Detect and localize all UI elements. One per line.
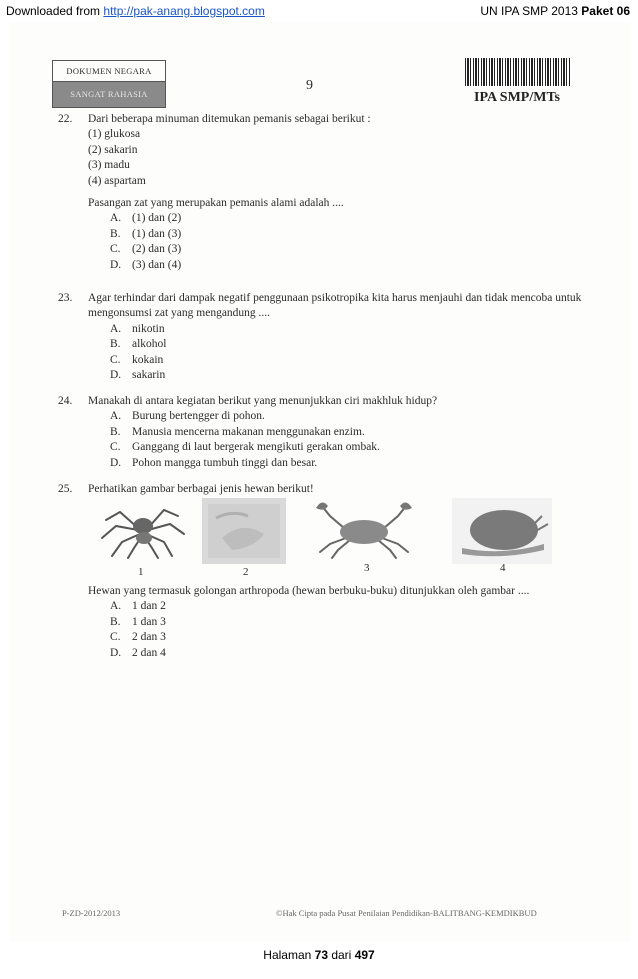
option-b — [110, 425, 588, 440]
exam-title — [480, 4, 630, 18]
option-letter: C. — [110, 243, 121, 256]
option-a — [110, 211, 588, 226]
option-c — [110, 630, 580, 645]
total-pages: 497 — [354, 948, 375, 962]
option-d — [110, 368, 588, 383]
option-text: (3) dan (4) — [132, 258, 182, 271]
option-text: (2) dan (3) — [132, 243, 182, 256]
item-list — [88, 127, 588, 189]
option-text: (1) dan (3) — [132, 227, 182, 240]
figure-label-1: 1 — [138, 566, 144, 578]
option-b — [110, 615, 580, 630]
answer-options — [110, 211, 588, 273]
page-counter-prefix: Halaman — [263, 948, 315, 962]
copyright-notice: ©Hak Cipta pada Pusat Penilaian Pendidikan-BALITBANG-KEMDIKBUD — [276, 908, 537, 918]
option-letter: B. — [110, 425, 121, 438]
option-text: sakarin — [132, 369, 166, 382]
question-prompt: Pasangan zat yang merupakan pemanis alami adalah .... — [88, 197, 344, 210]
question-number: 25. — [58, 483, 73, 495]
option-letter: B. — [110, 615, 121, 628]
figure-label-4: 4 — [500, 562, 506, 574]
question-number: 22. — [58, 113, 73, 125]
option-b — [110, 227, 588, 242]
crab-icon — [312, 498, 416, 560]
spider-icon — [98, 498, 188, 560]
figure-label-3: 3 — [364, 562, 370, 574]
download-source — [6, 4, 265, 18]
question-stem: Perhatikan gambar berbagai jenis hewan berikut! — [88, 483, 314, 495]
option-text: Ganggang di laut bergerak mengikuti gerakan ombak. — [132, 441, 380, 454]
option-letter: A. — [110, 410, 122, 423]
question-stem: Manakah di antara kegiatan berikut yang menunjukkan ciri makhluk hidup? — [88, 395, 438, 407]
list-item: (1) glukosa — [88, 128, 141, 141]
page-counter-middle: dari — [328, 948, 355, 962]
list-item: (2) sakarin — [88, 143, 138, 156]
option-letter: A. — [110, 600, 122, 613]
download-link[interactable]: http://pak-anang.blogspot.com — [103, 4, 265, 18]
option-letter: D. — [110, 369, 122, 382]
list-item: (3) madu — [88, 159, 130, 172]
option-d — [110, 456, 588, 471]
option-a — [110, 409, 588, 424]
question-stem: Agar terhindar dari dampak negatif penggunaan psikotropika kita harus menjauhi dan tidak mencoba untuk mengonsumsi zat yang mengandung .... — [88, 292, 582, 320]
option-c — [110, 353, 588, 368]
option-text: kokain — [132, 353, 164, 366]
option-b — [110, 337, 588, 352]
barcode-icon — [465, 58, 571, 86]
list-item: (4) aspartam — [88, 174, 146, 187]
paket-label: Paket 06 — [581, 4, 630, 18]
option-text: 1 dan 3 — [132, 615, 166, 628]
option-a — [110, 322, 588, 337]
option-c — [110, 242, 588, 257]
option-text: nikotin — [132, 322, 165, 335]
option-letter: C. — [110, 441, 121, 454]
question-25-header — [58, 482, 588, 497]
subject-title: IPA SMP/MTs — [474, 90, 560, 105]
question-number: 24. — [58, 395, 73, 407]
exam-title-text: UN IPA SMP 2013 — [480, 4, 582, 18]
question-22 — [58, 112, 588, 273]
document-stamp — [52, 60, 166, 108]
stamp-bottom: SANGAT RAHASIA — [53, 82, 165, 107]
animal-photo-2 — [202, 498, 286, 564]
option-text: Pohon mangga tumbuh tinggi dan besar. — [132, 456, 318, 469]
option-a — [110, 599, 580, 614]
question-23 — [58, 291, 588, 383]
current-page: 73 — [314, 948, 328, 962]
question-24 — [58, 394, 588, 471]
option-letter: D. — [110, 646, 122, 659]
page-number: 9 — [306, 78, 313, 93]
stamp-top: DOKUMEN NEGARA — [53, 61, 165, 82]
document-code: P-ZD-2012/2013 — [62, 908, 121, 918]
question-number: 23. — [58, 292, 73, 304]
option-c — [110, 440, 588, 455]
question-stem: Dari beberapa minuman ditemukan pemanis sebagai berikut : — [88, 113, 371, 125]
question-25-body — [58, 584, 580, 661]
option-text: (1) dan (2) — [132, 212, 182, 225]
option-letter: D. — [110, 456, 122, 469]
figure-label-2: 2 — [243, 566, 249, 578]
option-d — [110, 646, 580, 661]
option-text: Burung bertengger di pohon. — [132, 410, 265, 423]
option-letter: C. — [110, 353, 121, 366]
option-letter: B. — [110, 227, 121, 240]
option-d — [110, 258, 588, 273]
option-letter: D. — [110, 258, 122, 271]
option-text: 1 dan 2 — [132, 600, 166, 613]
option-text: Manusia mencerna makanan menggunakan enzim. — [132, 425, 365, 438]
answer-options — [110, 599, 580, 661]
page-counter — [0, 948, 638, 962]
option-letter: A. — [110, 212, 122, 225]
answer-options — [110, 409, 588, 471]
option-letter: B. — [110, 338, 121, 351]
option-text: 2 dan 3 — [132, 631, 166, 644]
snail-icon — [452, 498, 552, 564]
download-header — [0, 0, 638, 22]
option-letter: A. — [110, 322, 122, 335]
download-prefix: Downloaded from — [6, 4, 104, 18]
option-text: alkohol — [132, 338, 167, 351]
question-prompt: Hewan yang termasuk golongan arthropoda (hewan berbuku-buku) ditunjukkan oleh gambar .... — [88, 585, 530, 597]
option-text: 2 dan 4 — [132, 646, 166, 659]
option-letter: C. — [110, 631, 121, 644]
answer-options — [110, 322, 588, 384]
animal-figure — [90, 498, 590, 580]
